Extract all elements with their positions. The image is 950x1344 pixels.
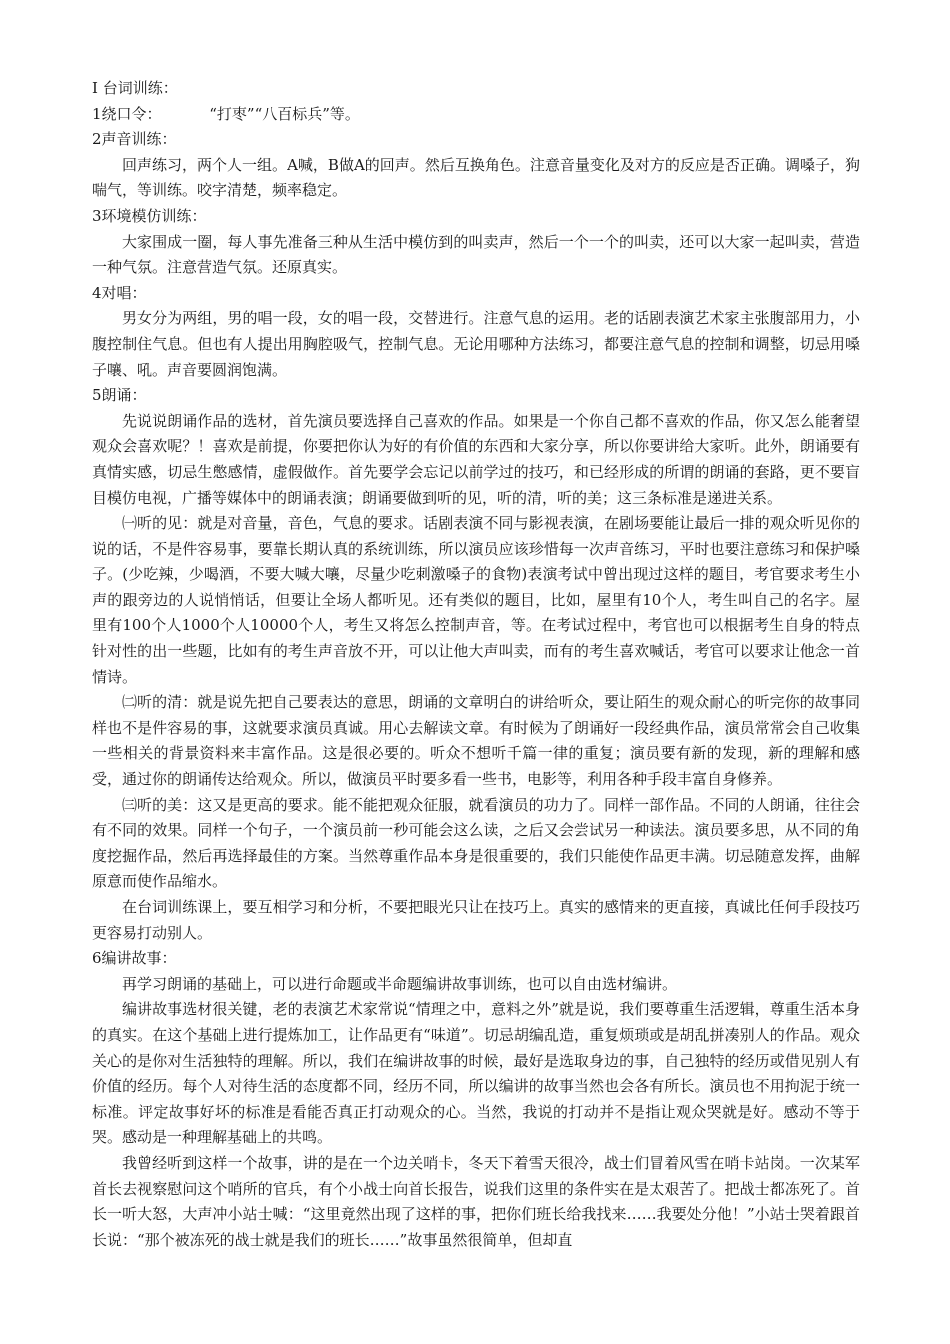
paragraph: 大家围成一圈，每人事先准备三种从生活中模仿到的叫卖声，然后一个一个的叫卖，还可以大家一起叫卖，营造一种气氛。注意营造气氛。还原真实。 [92, 232, 860, 277]
paragraph: 回声练习，两个人一组。A喊，B做A的回声。然后互换角色。注意音量变化及对方的反应是否正确。调嗓子，狗喘气，等训练。咬字清楚，频率稳定。 [92, 155, 860, 200]
tongue-twister-examples: “打枣”“八百标兵”等。 [209, 104, 360, 123]
document-page [92, 76, 860, 1253]
paragraph: ㈠听的见：就是对音量，音色，气息的要求。话剧表演不同与影视表演，在剧场要能让最后一排的观众听见你的说的话，不是件容易事，要靠长期认真的系统训练，所以演员应该珍惜每一次声音练习，平时也要注意练习和保护嗓子。(少吃辣，少喝酒，不要大喊大嚷，尽量少吃刺激嗓子的食物)表演考试中曾出现过这样的题目，考官要求考生小声的跟旁边的人说悄悄话，但要让全场人都听见。还有类似的题目，比如，屋里有10个人，考生叫自己的名字。屋里有100个人1000个人10000个人，考生又将怎么控制声音，等。在考试过程中，考官也可以根据考生自身的特点针对性的出一些题，比如有的考生声音放不开，可以让他大声叫卖，而有的考生喜欢喊话，考官可以要求让他念一首情诗。 [92, 514, 860, 686]
item-heading-voice-training: 2声音训练： [92, 130, 177, 149]
paragraph: 先说说朗诵作品的选材，首先演员要选择自己喜欢的作品。如果是一个你自己都不喜欢的作品，你又怎么能奢望观众会喜欢呢？！喜欢是前提，你要把你认为好的有价值的东西和大家分享，所以你要讲给大家听。此外，朗诵要有真情实感，切忌生憋感情，虚假做作。首先要学会忘记以前学过的技巧，和已经形成的所谓的朗诵的套路，更不要盲目模仿电视，广播等媒体中的朗诵表演；朗诵要做到听的见，听的清，听的美；这三条标准是递进关系。 [92, 411, 860, 507]
paragraph: 男女分为两组，男的唱一段，女的唱一段，交替进行。注意气息的运用。老的话剧表演艺术家主张腹部用力，小腹控制住气息。但也有人提出用胸腔吸气，控制气息。无论用哪种方法练习，都要注意气息的控制和调整，切忌用嗓子嚷、吼。声音要圆润饱满。 [92, 309, 860, 379]
paragraph: ㈡听的清：就是说先把自己要表达的意思，朗诵的文章明白的讲给听众，要让陌生的观众耐心的听完你的故事同样也不是件容易的事，这就要求演员真诚。用心去解读文章。有时候为了朗诵好一段经典作品，演员常常会自己收集一些相关的背景资料来丰富作品。这是很必要的。听众不想听千篇一律的重复；演员要有新的发现，新的理解和感受，通过你的朗诵传达给观众。所以，做演员平时要多看一些书，电影等，利用各种手段丰富自身修养。 [92, 693, 860, 789]
item-heading-tongue-twister [92, 102, 860, 128]
item-heading-label: 1绕口令： [92, 104, 162, 123]
paragraph: 我曾经听到这样一个故事，讲的是在一个边关哨卡，冬天下着雪天很冷，战士们冒着风雪在哨卡站岗。一次某军首长去视察慰问这个哨所的官兵，有个小战士向首长报告，说我们这里的条件实在是太艰苦了。把战士都冻死了。首长一听大怒，大声冲小站士喊：“这里竟然出现了这样的事，把你们班长给我找来……我要处分他！”小站士哭着跟首长说：“那个被冻死的战士就是我们的班长……”故事虽然很简单，但却直 [92, 1153, 860, 1249]
item-heading-recitation: 5朗诵： [92, 386, 147, 405]
item-heading-storytelling: 6编讲故事： [92, 949, 177, 968]
paragraph: 编讲故事选材很关键，老的表演艺术家常说“情理之中，意料之外”就是说，我们要尊重生活逻辑，尊重生活本身的真实。在这个基础上进行提炼加工，让作品更有“味道”。切忌胡编乱造，重复烦琐或是胡乱拼凑别人的作品。观众关心的是你对生活独特的理解。所以，我们在编讲故事的时候，最好是选取身边的事，自己独特的经历或借见别人有价值的经历。每个人对待生活的态度都不同，经历不同，所以编讲的故事当然也会各有所长。演员也不用拘泥于统一标准。评定故事好坏的标准是看能否真正打动观众的心。当然，我说的打动并不是指让观众哭就是好。感动不等于哭。感动是一种理解基础上的共鸣。 [92, 1000, 860, 1147]
item-heading-duet: 4对唱： [92, 283, 147, 302]
paragraph: 再学习朗诵的基础上，可以进行命题或半命题编讲故事训练，也可以自由选材编讲。 [122, 974, 678, 993]
paragraph: ㈢听的美：这又是更高的要求。能不能把观众征服，就看演员的功力了。同样一部作品。不同的人朗诵，往往会有不同的效果。同样一个句子，一个演员前一秒可能会这么读，之后又会尝试另一种读法。演员要多思，从不同的角度挖掘作品，然后再选择最佳的方案。当然尊重作品本身是很重要的，我们只能使作品更丰满。切忌随意发挥，曲解原意而使作品缩水。 [92, 795, 860, 891]
section-title: Ⅰ 台词训练： [92, 79, 178, 97]
item-heading-environment-imitation: 3环境模仿训练： [92, 206, 207, 225]
paragraph: 在台词训练课上，要互相学习和分析，不要把眼光只让在技巧上。真实的感情来的更直接，真诚比任何手段技巧更容易打动别人。 [92, 898, 860, 942]
